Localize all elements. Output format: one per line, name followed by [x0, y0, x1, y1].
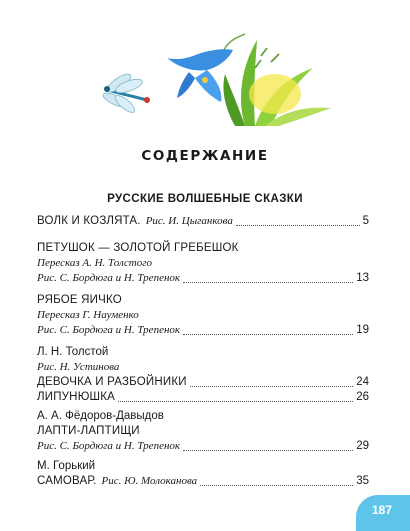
dot-leader — [190, 386, 354, 387]
toc-line — [37, 323, 369, 338]
story-title: ДЕВОЧКА И РАЗБОЙНИКИ — [37, 376, 187, 388]
story-title: РЯБОЕ ЯИЧКО — [37, 294, 122, 306]
toc-entry — [37, 293, 369, 338]
dot-leader — [183, 334, 353, 335]
page-number: 187 — [372, 503, 393, 517]
author-name: А. А. Фёдоров-Давыдов — [37, 410, 164, 422]
illustrator-credit: Рис. С. Бордюга и Н. Трепенок — [37, 324, 181, 336]
bluebell-flower-icon — [167, 34, 245, 102]
toc-line — [37, 439, 369, 454]
toc-line — [37, 375, 369, 390]
story-title: ВОЛК И КОЗЛЯТА. — [37, 215, 141, 227]
dot-leader — [183, 450, 353, 451]
toc-entry — [37, 409, 369, 454]
author-name: Л. Н. Толстой — [37, 346, 109, 358]
page-ref: 19 — [356, 324, 369, 336]
toc-line — [37, 293, 369, 308]
page-title: СОДЕРЖАНИЕ — [141, 148, 269, 164]
dot-leader — [236, 225, 360, 226]
story-title: ЛИПУНЮШКА — [37, 391, 116, 403]
toc-entry — [37, 459, 369, 489]
toc-line — [37, 345, 369, 360]
toc-line — [37, 360, 369, 375]
grass-and-leaves-icon — [223, 40, 331, 126]
illustrator-credit: Рис. С. Бордюга и Н. Трепенок — [37, 272, 181, 284]
story-title: ПЕТУШОК — ЗОЛОТОЙ ГРЕБЕШОК — [37, 242, 239, 254]
illustrator-credit: Рис. Ю. Молоканова — [101, 475, 198, 487]
author-name: М. Горький — [37, 460, 96, 472]
illustrator-credit: Рис. И. Цыганкова — [145, 215, 233, 227]
page-ref: 35 — [356, 475, 369, 487]
dot-leader — [200, 485, 353, 486]
toc-line — [37, 459, 369, 474]
story-title: ЛАПТИ-ЛАПТИЩИ — [37, 425, 140, 437]
toc-line — [37, 214, 369, 229]
toc-entry — [37, 214, 369, 229]
toc-entry — [37, 241, 369, 286]
section-title: РУССКИЕ ВОЛШЕБНЫЕ СКАЗКИ — [107, 193, 303, 205]
toc-line — [37, 308, 369, 323]
toc-line — [37, 424, 369, 439]
dot-leader — [118, 401, 353, 402]
page-ref: 24 — [356, 376, 369, 388]
toc-line — [37, 474, 369, 489]
page-ref: 26 — [356, 391, 369, 403]
toc-line — [37, 390, 369, 405]
toc-line — [37, 256, 369, 271]
dragonfly-icon — [101, 71, 150, 115]
page-ref: 13 — [356, 272, 369, 284]
page-ref: 29 — [356, 440, 369, 452]
retold-credit: Пересказ Г. Науменко — [37, 309, 139, 321]
story-title: САМОВАР. — [37, 475, 97, 487]
toc-line — [37, 271, 369, 286]
retold-credit: Пересказ А. Н. Толстого — [37, 257, 153, 269]
illustrator-credit: Рис. Н. Устинова — [37, 361, 120, 373]
toc-entry — [37, 345, 369, 405]
illustrator-credit: Рис. С. Бордюга и Н. Трепенок — [37, 440, 181, 452]
page-ref: 5 — [362, 215, 369, 227]
toc-line — [37, 241, 369, 256]
toc-line — [37, 409, 369, 424]
dot-leader — [183, 282, 353, 283]
dragonfly-and-flower-illustration — [95, 28, 335, 128]
